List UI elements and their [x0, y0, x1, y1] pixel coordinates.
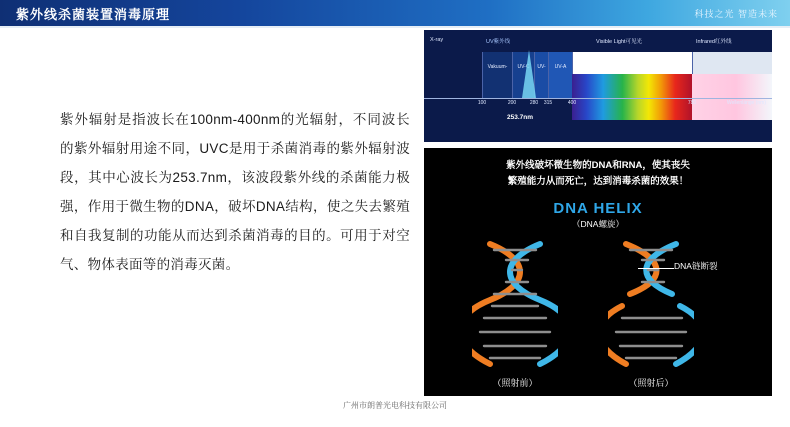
spectrum-band-uva	[548, 52, 572, 98]
dna-headline-line1: 紫外线破坏微生物的DNA和RNA，使其丧失	[506, 160, 690, 171]
footer-company: 广州市朗普光电科技有限公司	[343, 401, 447, 410]
spectrum-band-uvb	[534, 52, 548, 98]
dna-break-label: DNA链断裂	[674, 261, 718, 271]
visible-spectrum-gradient	[572, 74, 692, 120]
axis-tick-315: 315	[543, 100, 553, 106]
spectrum-region-label-infrared: Infrared红外线	[696, 39, 732, 45]
axis-tick-100: 100	[477, 100, 487, 106]
axis-tick-400: 400	[567, 100, 577, 106]
uv-spectrum-diagram	[424, 30, 772, 142]
header-divider	[0, 26, 790, 28]
page-title: 紫外线杀菌装置消毒原理	[16, 7, 171, 22]
dna-helix-subtitle: （DNA螺旋）	[572, 219, 624, 229]
slide-header	[0, 0, 790, 26]
peak-wavelength-label: 253.7nm	[507, 114, 534, 121]
spectrum-band-row	[424, 52, 772, 98]
band-label-uva: UV-A	[554, 64, 567, 70]
axis-unit-label: Wellenlänge (nm)	[726, 100, 766, 106]
dna-headline-line2: 繁殖能力从而死亡，达到消毒杀菌的效果！	[507, 176, 689, 187]
dna-helix-intact-icon	[472, 240, 558, 368]
dna-caption-before: （照射前）	[492, 378, 538, 388]
spectrum-region-label-xray: X-ray	[430, 37, 444, 43]
infrared-gradient	[692, 74, 772, 120]
dna-caption-after: （照射后）	[628, 378, 674, 388]
band-label-uvb: UV-	[537, 64, 546, 70]
axis-tick-200: 200	[507, 100, 517, 106]
spectrum-band-vacuum-uv	[482, 52, 512, 98]
band-label-vacuum-uv: Vakuum-	[487, 64, 508, 70]
dna-break-leader-line	[638, 268, 674, 269]
spectrum-region-label-visible: Visible Light可见光	[596, 39, 643, 45]
dna-headline	[424, 158, 772, 190]
dna-helix-title: DNA HELIX	[553, 200, 643, 217]
footer-bar	[0, 421, 790, 427]
spectrum-band-xray	[424, 52, 482, 98]
header-slogan: 科技之光 智造未来	[694, 9, 778, 19]
axis-tick-280: 280	[529, 100, 539, 106]
uvc-peak-marker	[522, 50, 536, 98]
spectrum-region-label-uv: UV紫外线	[486, 39, 511, 45]
dna-damage-illustration	[424, 148, 772, 396]
body-paragraph: 紫外辐射是指波长在100nm-400nm的光辐射，不同波长的紫外辐射用途不同，UVC是用于杀菌消毒的紫外辐射波段，其中心波长为253.7nm，该波段紫外线的杀菌能力极强，作用于微生物的DNA，破坏DNA结构，使之失去繁殖和自我复制的功能从而达到杀菌消毒的目的。可用于对空气、物体表面等的消毒灭菌。	[60, 112, 410, 272]
wavelength-axis	[424, 98, 772, 99]
axis-tick-780: 780	[687, 100, 697, 106]
band-label-uvc: UV-C	[517, 64, 530, 70]
